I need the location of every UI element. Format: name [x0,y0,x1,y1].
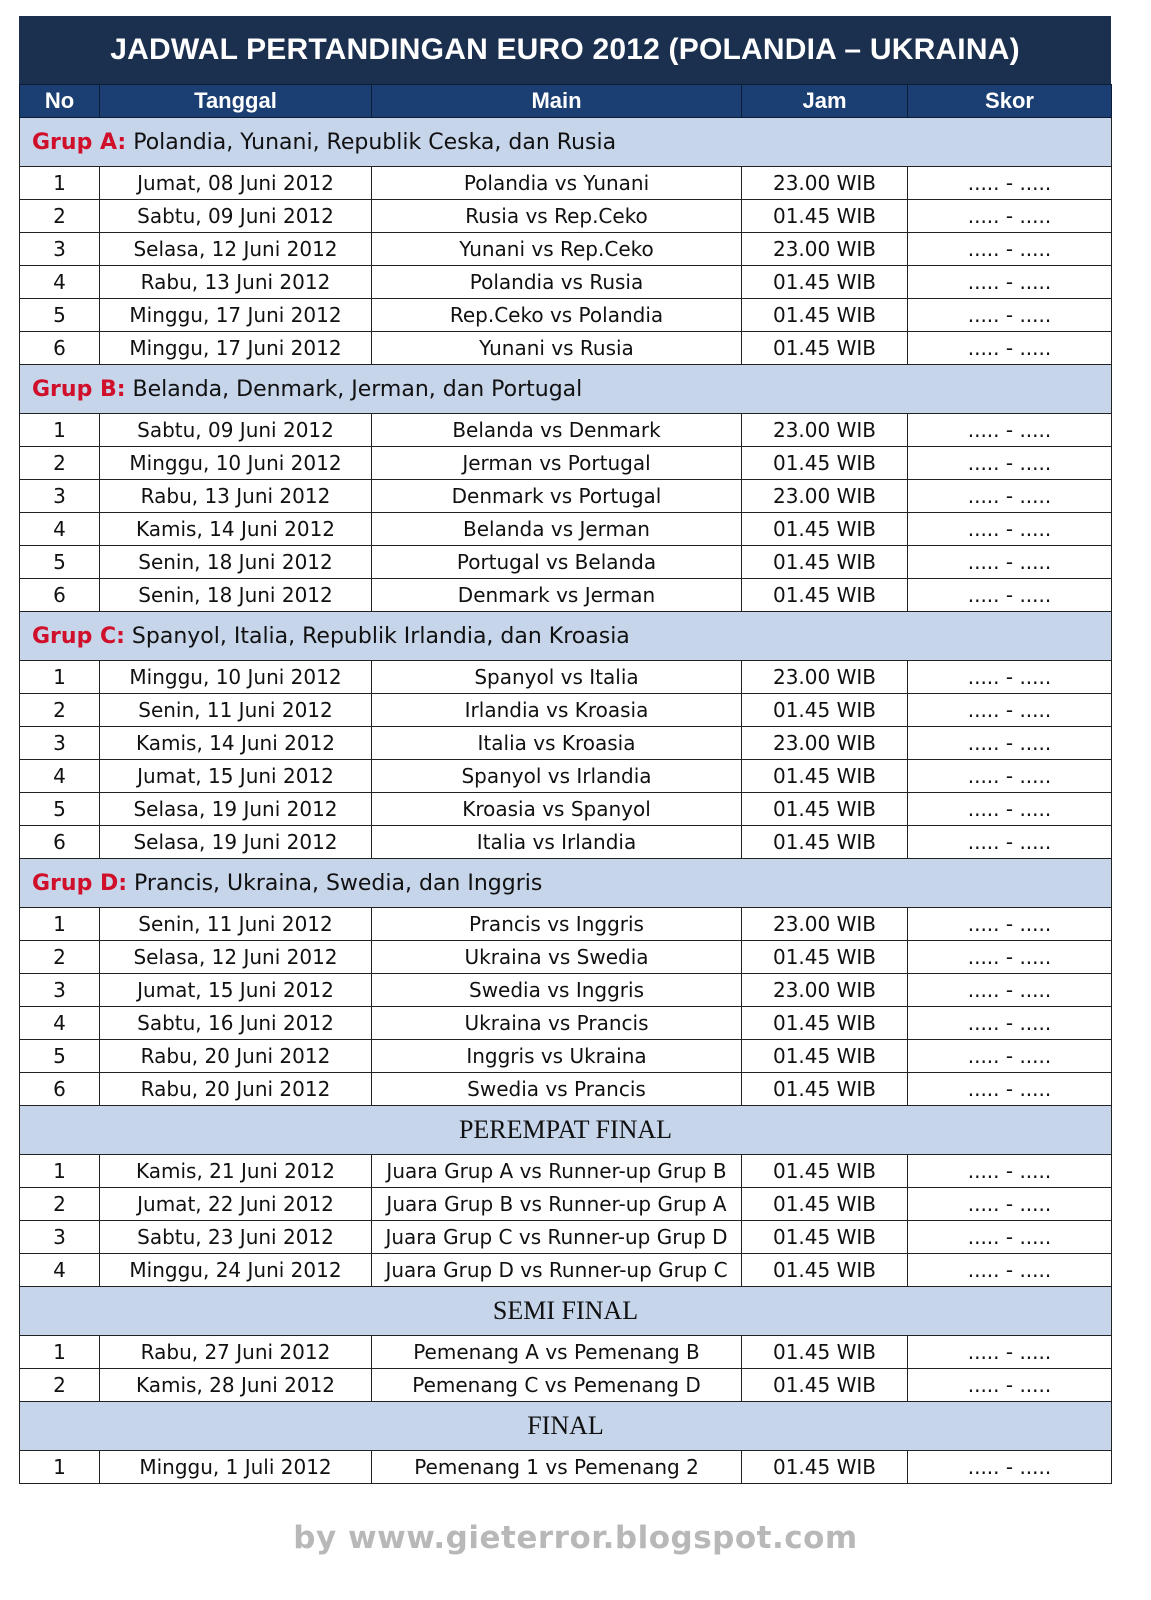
match-teams: Denmark vs Jerman [372,579,742,612]
match-no: 3 [20,1221,100,1254]
match-row [20,727,1112,760]
match-time: 01.45 WIB [742,1073,908,1106]
match-no: 6 [20,826,100,859]
header-skor: Skor [908,85,1112,118]
match-teams: Rep.Ceko vs Polandia [372,299,742,332]
match-teams: Juara Grup C vs Runner-up Grup D [372,1221,742,1254]
match-no: 6 [20,1073,100,1106]
match-no: 1 [20,1336,100,1369]
match-no: 3 [20,727,100,760]
group-teams: Polandia, Yunani, Republik Ceska, dan Rusia [126,129,617,155]
match-no: 4 [20,1007,100,1040]
match-teams: Swedia vs Inggris [372,974,742,1007]
match-teams: Rusia vs Rep.Ceko [372,200,742,233]
match-date: Minggu, 10 Juni 2012 [100,447,372,480]
match-score: ..... - ..... [908,266,1112,299]
match-date: Kamis, 14 Juni 2012 [100,727,372,760]
match-time: 01.45 WIB [742,826,908,859]
match-score: ..... - ..... [908,414,1112,447]
match-score: ..... - ..... [908,1369,1112,1402]
match-row [20,447,1112,480]
match-no: 2 [20,1369,100,1402]
match-no: 2 [20,1188,100,1221]
match-no: 2 [20,694,100,727]
match-time: 23.00 WIB [742,974,908,1007]
match-score: ..... - ..... [908,1254,1112,1287]
match-time: 01.45 WIB [742,447,908,480]
match-time: 01.45 WIB [742,1254,908,1287]
match-no: 4 [20,513,100,546]
match-score: ..... - ..... [908,1336,1112,1369]
match-row [20,694,1112,727]
match-time: 23.00 WIB [742,908,908,941]
match-time: 01.45 WIB [742,579,908,612]
match-score: ..... - ..... [908,299,1112,332]
match-score: ..... - ..... [908,826,1112,859]
match-row [20,480,1112,513]
match-score: ..... - ..... [908,167,1112,200]
match-no: 1 [20,167,100,200]
match-score: ..... - ..... [908,1221,1112,1254]
group-teams: Prancis, Ukraina, Swedia, dan Inggris [127,870,543,896]
match-teams: Polandia vs Yunani [372,167,742,200]
group-header [20,118,1112,167]
match-row [20,1254,1112,1287]
match-row [20,1369,1112,1402]
group-label: Grup B: [32,376,126,402]
group-header-row [20,118,1112,167]
match-score: ..... - ..... [908,332,1112,365]
match-time: 23.00 WIB [742,480,908,513]
match-date: Rabu, 13 Juni 2012 [100,480,372,513]
match-no: 5 [20,299,100,332]
footer-credit: by www.gieterror.blogspot.com [293,1520,858,1556]
match-time: 01.45 WIB [742,1221,908,1254]
match-teams: Italia vs Irlandia [372,826,742,859]
match-time: 01.45 WIB [742,1155,908,1188]
match-date: Rabu, 20 Juni 2012 [100,1073,372,1106]
match-row [20,266,1112,299]
match-date: Sabtu, 09 Juni 2012 [100,200,372,233]
match-date: Senin, 11 Juni 2012 [100,908,372,941]
match-row [20,1188,1112,1221]
match-score: ..... - ..... [908,760,1112,793]
match-time: 01.45 WIB [742,332,908,365]
match-no: 6 [20,579,100,612]
match-score: ..... - ..... [908,941,1112,974]
match-date: Selasa, 12 Juni 2012 [100,941,372,974]
header-main: Main [372,85,742,118]
match-teams: Inggris vs Ukraina [372,1040,742,1073]
group-label: Grup D: [32,870,128,896]
match-time: 01.45 WIB [742,546,908,579]
group-label: Grup C: [32,623,125,649]
match-row [20,1040,1112,1073]
match-row [20,579,1112,612]
match-no: 1 [20,1155,100,1188]
match-teams: Italia vs Kroasia [372,727,742,760]
match-score: ..... - ..... [908,1040,1112,1073]
stage-header-row [20,1287,1112,1336]
match-time: 01.45 WIB [742,1451,908,1484]
match-teams: Portugal vs Belanda [372,546,742,579]
match-row [20,332,1112,365]
match-date: Jumat, 08 Juni 2012 [100,167,372,200]
header-tanggal: Tanggal [100,85,372,118]
match-teams: Yunani vs Rep.Ceko [372,233,742,266]
match-score: ..... - ..... [908,1451,1112,1484]
match-row [20,167,1112,200]
group-header [20,365,1112,414]
match-row [20,1007,1112,1040]
match-no: 3 [20,974,100,1007]
group-header [20,612,1112,661]
match-row [20,941,1112,974]
match-row [20,793,1112,826]
match-score: ..... - ..... [908,1073,1112,1106]
match-time: 23.00 WIB [742,167,908,200]
match-score: ..... - ..... [908,1155,1112,1188]
match-teams: Ukraina vs Prancis [372,1007,742,1040]
header-row [20,85,1112,118]
match-no: 4 [20,1254,100,1287]
match-row [20,513,1112,546]
match-time: 23.00 WIB [742,233,908,266]
match-teams: Kroasia vs Spanyol [372,793,742,826]
match-row [20,299,1112,332]
match-row [20,1155,1112,1188]
match-score: ..... - ..... [908,513,1112,546]
match-date: Senin, 11 Juni 2012 [100,694,372,727]
group-header-row [20,365,1112,414]
match-no: 6 [20,332,100,365]
match-date: Minggu, 1 Juli 2012 [100,1451,372,1484]
match-row [20,826,1112,859]
match-time: 01.45 WIB [742,760,908,793]
stage-title: SEMI FINAL [20,1287,1112,1336]
match-teams: Pemenang A vs Pemenang B [372,1336,742,1369]
match-date: Rabu, 20 Juni 2012 [100,1040,372,1073]
match-row [20,1336,1112,1369]
match-time: 01.45 WIB [742,793,908,826]
match-no: 2 [20,200,100,233]
match-time: 01.45 WIB [742,1188,908,1221]
match-no: 1 [20,1451,100,1484]
header-jam: Jam [742,85,908,118]
group-label: Grup A: [32,129,127,155]
match-teams: Spanyol vs Irlandia [372,760,742,793]
match-teams: Irlandia vs Kroasia [372,694,742,727]
group-header [20,859,1112,908]
match-time: 01.45 WIB [742,513,908,546]
match-date: Senin, 18 Juni 2012 [100,546,372,579]
match-teams: Yunani vs Rusia [372,332,742,365]
match-row [20,661,1112,694]
match-time: 01.45 WIB [742,299,908,332]
match-teams: Belanda vs Denmark [372,414,742,447]
match-no: 2 [20,447,100,480]
match-date: Kamis, 21 Juni 2012 [100,1155,372,1188]
match-date: Jumat, 15 Juni 2012 [100,974,372,1007]
match-teams: Ukraina vs Swedia [372,941,742,974]
match-row [20,546,1112,579]
match-date: Minggu, 17 Juni 2012 [100,299,372,332]
match-date: Rabu, 13 Juni 2012 [100,266,372,299]
match-time: 01.45 WIB [742,1369,908,1402]
match-no: 1 [20,908,100,941]
match-date: Selasa, 12 Juni 2012 [100,233,372,266]
match-time: 01.45 WIB [742,941,908,974]
match-teams: Prancis vs Inggris [372,908,742,941]
match-date: Minggu, 17 Juni 2012 [100,332,372,365]
match-score: ..... - ..... [908,661,1112,694]
match-score: ..... - ..... [908,1007,1112,1040]
match-teams: Pemenang 1 vs Pemenang 2 [372,1451,742,1484]
match-teams: Polandia vs Rusia [372,266,742,299]
group-header-row [20,859,1112,908]
group-teams: Belanda, Denmark, Jerman, dan Portugal [125,376,583,402]
match-score: ..... - ..... [908,200,1112,233]
schedule-sheet [19,16,1111,1484]
match-time: 01.45 WIB [742,200,908,233]
match-row [20,233,1112,266]
match-teams: Pemenang C vs Pemenang D [372,1369,742,1402]
group-header-row [20,612,1112,661]
match-teams: Juara Grup A vs Runner-up Grup B [372,1155,742,1188]
match-score: ..... - ..... [908,480,1112,513]
match-time: 23.00 WIB [742,661,908,694]
match-time: 23.00 WIB [742,414,908,447]
match-teams: Juara Grup D vs Runner-up Grup C [372,1254,742,1287]
match-score: ..... - ..... [908,447,1112,480]
match-row [20,1073,1112,1106]
stage-title: FINAL [20,1402,1112,1451]
match-no: 2 [20,941,100,974]
header-no: No [20,85,100,118]
match-score: ..... - ..... [908,233,1112,266]
match-date: Minggu, 24 Juni 2012 [100,1254,372,1287]
match-date: Sabtu, 16 Juni 2012 [100,1007,372,1040]
match-row [20,974,1112,1007]
match-teams: Denmark vs Portugal [372,480,742,513]
match-no: 3 [20,233,100,266]
match-score: ..... - ..... [908,793,1112,826]
match-time: 01.45 WIB [742,1007,908,1040]
match-no: 5 [20,793,100,826]
match-no: 4 [20,760,100,793]
match-time: 01.45 WIB [742,1336,908,1369]
match-date: Selasa, 19 Juni 2012 [100,826,372,859]
match-score: ..... - ..... [908,546,1112,579]
match-date: Sabtu, 09 Juni 2012 [100,414,372,447]
match-no: 5 [20,1040,100,1073]
stage-header-row [20,1402,1112,1451]
match-date: Senin, 18 Juni 2012 [100,579,372,612]
match-row [20,414,1112,447]
match-date: Minggu, 10 Juni 2012 [100,661,372,694]
match-date: Sabtu, 23 Juni 2012 [100,1221,372,1254]
match-date: Selasa, 19 Juni 2012 [100,793,372,826]
match-time: 01.45 WIB [742,694,908,727]
match-time: 01.45 WIB [742,266,908,299]
stage-header-row [20,1106,1112,1155]
match-date: Rabu, 27 Juni 2012 [100,1336,372,1369]
match-time: 01.45 WIB [742,1040,908,1073]
match-date: Kamis, 28 Juni 2012 [100,1369,372,1402]
match-no: 4 [20,266,100,299]
match-teams: Spanyol vs Italia [372,661,742,694]
match-time: 23.00 WIB [742,727,908,760]
match-no: 5 [20,546,100,579]
match-no: 1 [20,661,100,694]
schedule-table [19,84,1112,1484]
match-score: ..... - ..... [908,727,1112,760]
match-score: ..... - ..... [908,694,1112,727]
match-teams: Jerman vs Portugal [372,447,742,480]
match-teams: Swedia vs Prancis [372,1073,742,1106]
match-row [20,1221,1112,1254]
match-score: ..... - ..... [908,1188,1112,1221]
match-row [20,200,1112,233]
match-date: Jumat, 22 Juni 2012 [100,1188,372,1221]
stage-title: PEREMPAT FINAL [20,1106,1112,1155]
match-no: 1 [20,414,100,447]
match-row [20,1451,1112,1484]
match-no: 3 [20,480,100,513]
match-date: Jumat, 15 Juni 2012 [100,760,372,793]
match-score: ..... - ..... [908,974,1112,1007]
match-score: ..... - ..... [908,579,1112,612]
match-teams: Juara Grup B vs Runner-up Grup A [372,1188,742,1221]
match-teams: Belanda vs Jerman [372,513,742,546]
match-score: ..... - ..... [908,908,1112,941]
match-row [20,760,1112,793]
match-row [20,908,1112,941]
group-teams: Spanyol, Italia, Republik Irlandia, dan Kroasia [124,623,630,649]
match-date: Kamis, 14 Juni 2012 [100,513,372,546]
page-title: JADWAL PERTANDINGAN EURO 2012 (POLANDIA – UKRAINA) [19,16,1111,84]
